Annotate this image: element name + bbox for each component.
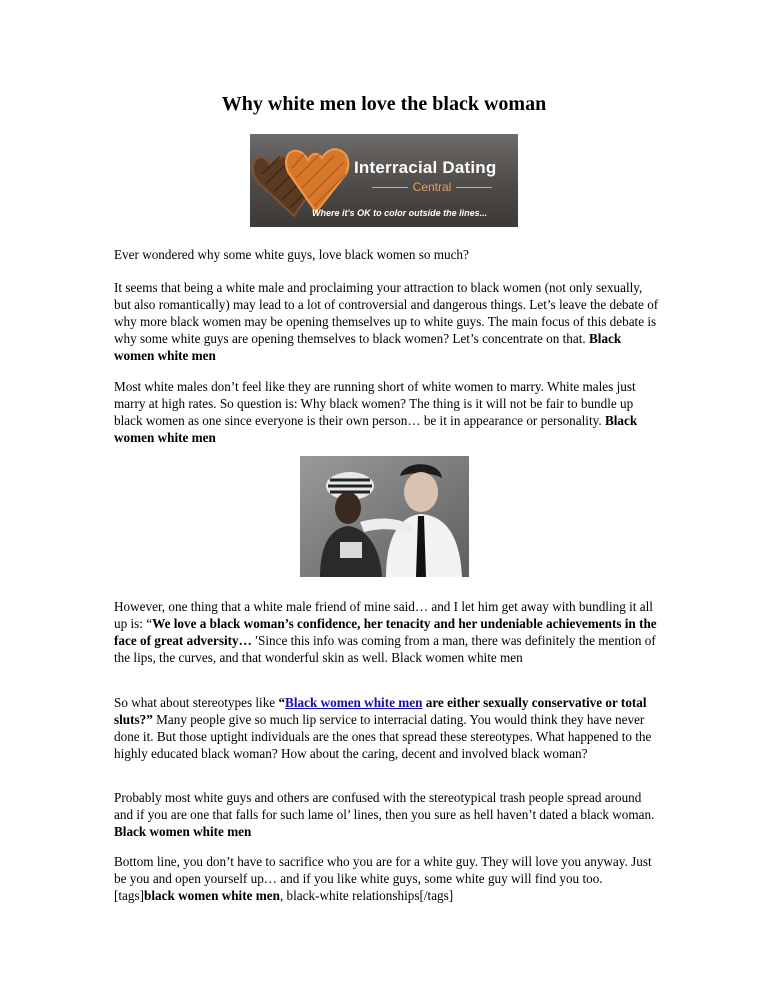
tags-tail: , black-white relationships[/tags]: [279, 888, 454, 903]
interracial-dating-logo: [250, 134, 518, 227]
paragraph-4: [114, 598, 660, 666]
quote-mark: ′: [255, 633, 258, 648]
paragraph-5: [114, 694, 660, 762]
keyword-bold: Black women white men: [114, 331, 622, 363]
paragraph-text: Probably most white guys and others are confused with the stereotypical trash people spread around and if you are one that falls for such lame ol’ lines, then you sure as hell haven’t dated a black woman.: [114, 790, 655, 822]
paragraph-text: Many people give so much lip service to interracial dating. You would think they have never done it. But those uptight individuals are the ones that spread these stereotypes. What happened to the highly educated black woman? How about the caring, decent and involved black woman?: [114, 712, 652, 761]
paragraph-text-2: Since this info was coming from a man, there was definitely the mention of the lips, the curves, and that wonderful skin as well. Black women white men: [114, 633, 656, 665]
logo-title: Interracial Dating: [354, 158, 497, 177]
paragraph-2: [114, 279, 660, 364]
couple-photo: [300, 456, 469, 577]
tag-bold: black women white men: [144, 888, 280, 903]
quote-open-bold: “: [278, 695, 286, 710]
paragraph-text: However, one thing that a white male friend of mine said… and I let him get away with bundling it all up is: “: [114, 599, 653, 631]
paragraph-text: Most white males don’t feel like they are running short of white women to marry. White males just marry at high rates. So question is: Why black women? The thing is it will not be fair to bundle up black women as one since everyone is their own person… be it in appearance or personality.: [114, 379, 636, 428]
logo-tagline: Where it's OK to color outside the lines...: [312, 208, 488, 218]
quote-bold: are either sexually conservative or total sluts?”: [114, 695, 647, 727]
black-women-white-men-link[interactable]: Black women white men: [285, 695, 423, 710]
paragraph-text: Ever wondered why some white guys, love black women so much?: [114, 247, 469, 262]
paragraph-7: [114, 853, 660, 904]
keyword-bold: Black women white men: [114, 413, 638, 445]
logo-subtitle: Central: [354, 180, 510, 194]
page-title: Why white men love the black woman: [221, 93, 547, 115]
paragraph-6: [114, 789, 660, 840]
couple-photo-icon: [300, 456, 469, 577]
paragraph-intro: [114, 246, 660, 263]
paragraph-3: [114, 378, 660, 446]
paragraph-text: It seems that being a white male and proclaiming your attraction to black women (not only sexually, but also romantically) may lead to a lot of controversial and dangerous things. Let’s leave the debate of why more black women may be opening themselves up to white guys. The main focus of this debate is why some white guys are opening themselves to black women? Let’s concentrate on that.: [114, 280, 659, 346]
quote-bold: We love a black woman’s confidence, her tenacity and her undeniable achievements in the face of great adversity…: [114, 616, 657, 648]
keyword-bold: Black women white men: [114, 824, 252, 839]
paragraph-lead: So what about stereotypes like: [114, 695, 279, 710]
paragraph-text: Bottom line, you don’t have to sacrifice who you are for a white guy. They will love you anyway. Just be you and open yourself up… and if you like white guys, some white guy will find you too. [tags]: [114, 854, 652, 903]
